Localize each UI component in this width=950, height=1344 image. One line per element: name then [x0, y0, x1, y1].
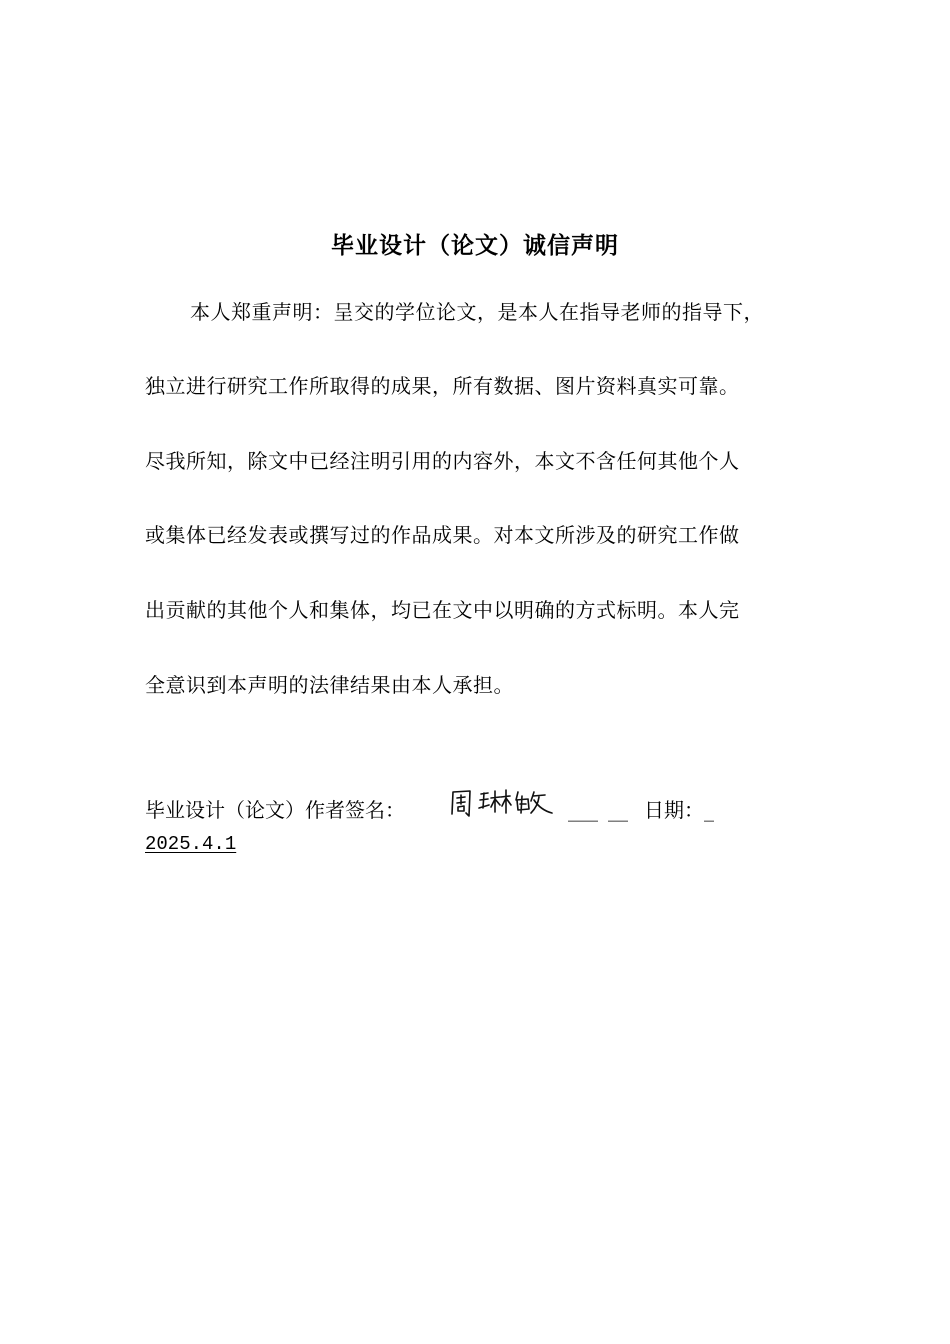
paragraph-line-3: 尽我所知，除文中已经注明引用的内容外，本文不含任何其他个人 [145, 449, 740, 473]
signature-blank-2: __ [608, 798, 628, 822]
page-title: 毕业设计（论文）诚信声明 [331, 233, 619, 259]
paragraph-line-6: 全意识到本声明的法律结果由本人承担。 [145, 673, 514, 697]
signature-blank-1: ___ [568, 798, 598, 822]
paragraph-line-2: 独立进行研究工作所取得的成果，所有数据、图片资料真实可靠。 [145, 374, 740, 398]
date-value: 2025.4.1 [145, 833, 237, 855]
paragraph-line-5: 出贡献的其他个人和集体，均已在文中以明确的方式标明。本人完 [145, 598, 740, 622]
handwritten-signature [448, 786, 558, 826]
date-label: 日期：_ [644, 798, 714, 822]
paragraph-line-4: 或集体已经发表或撰写过的作品成果。对本文所涉及的研究工作做 [145, 523, 740, 547]
paragraph-line-1: 本人郑重声明：呈交的学位论文，是本人在指导老师的指导下， [190, 300, 764, 324]
signature-label: 毕业设计（论文）作者签名： [145, 798, 405, 822]
